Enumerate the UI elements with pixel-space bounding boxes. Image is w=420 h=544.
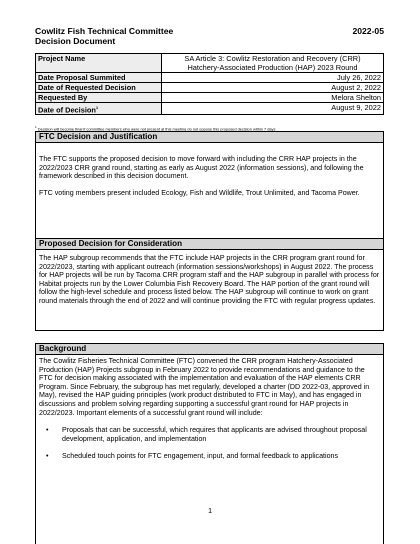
document-header	[35, 26, 384, 46]
project-name-label: Project Name	[36, 54, 162, 73]
footnote-marker: 1	[95, 105, 99, 110]
date-submitted-label: Date Proposal Summited	[36, 73, 162, 83]
info-row-submitted	[36, 73, 384, 83]
doc-number: 2022-05	[352, 26, 384, 36]
section-ftc-decision	[35, 131, 384, 243]
org-name: Cowlitz Fish Technical Committee	[35, 26, 174, 36]
section-proposed-decision	[35, 238, 384, 331]
date-requested-value: August 2, 2022	[162, 83, 384, 93]
date-decision-value: August 9, 2022	[162, 103, 384, 115]
footnote-text: Decision will become final if committee members who were not present at this meeting do not oppose this proposed decision within 7 days	[37, 126, 276, 132]
footnote: $^1$ Decision will become final if committee members who were not present at this meeting do not oppose this proposed decision within 7 days	[35, 125, 276, 132]
section-body-background	[36, 357, 383, 461]
background-bullets	[39, 426, 380, 461]
section-body-ftc-decision	[36, 155, 383, 197]
background-para-1: The Cowlitz Fisheries Technical Committee (FTC) convened the CRR program Hatchery-Associated Production (HAP) Projects subgroup in February 2022 to provide recommendations and guidance to the FTC for decision making associated with the implementation and evaluation of the HAP elements CRR Program. Since February, the subgroup has met regularly, developed a charter (DD 2022-03, approved in May), revised the HAP guiding principles (work product distributed to FTC in May), and has engaged in discussions and problem solving regarding supporting a successful grant round for HAP projects in 2022/2023. Important elements of a successful grant round will include:	[39, 357, 370, 417]
bullet-item: • Scheduled touch points for FTC engagement, input, and formal feedback to applications	[39, 452, 380, 461]
section-title-background: Background	[36, 344, 383, 355]
info-row-project	[36, 54, 384, 73]
project-name-value	[162, 54, 384, 73]
requested-by-value: Melora Shelton	[162, 93, 384, 103]
date-decision-label: Date of Decision$^1$	[36, 103, 162, 115]
ftc-para-2: FTC voting members present included Ecology, Fish and Wildlife, Trout Unlimited, and Tacoma Power.	[39, 188, 360, 197]
info-table	[35, 53, 384, 115]
section-title-ftc-decision: FTC Decision and Justification	[36, 132, 383, 143]
bullet-item: • Proposals that can be successful, which requires that applicants are advised throughout proposal development, application, and implementation	[39, 426, 380, 443]
info-row-decision-date	[36, 103, 384, 115]
section-body-proposed-decision	[36, 254, 383, 306]
date-submitted-value: July 26, 2022	[162, 73, 384, 83]
section-title-proposed-decision: Proposed Decision for Consideration	[36, 239, 383, 250]
info-row-requested-date	[36, 83, 384, 93]
proposed-para-1: The HAP subgroup recommends that the FTC include HAP projects in the CRR program grant round for 2022/2023, starting with applicant outreach (information sessions/workshops) in August 2022. The process for HAP projects will be run by Tacoma CRR program staff and the HAP subgroup in parallel with process for Habitat projects run by the Lower Columbia Fish Recovery Board. The HAP portion of the grant round will follow the high-level schedule and process listed below. The HAP subgroup will continue to work on grant round materials through the end of 2022 and will continue providing the FTC with regular progress updates.	[39, 254, 380, 305]
doc-type: Decision Document	[35, 36, 116, 46]
project-name-line2: Hatchery-Associated Production (HAP) 2023 Round	[187, 63, 358, 72]
date-requested-label: Date of Requested Decision	[36, 83, 162, 93]
project-name-line1: SA Article 3: Cowlitz Restoration and Recovery (CRR)	[184, 54, 361, 63]
page-number: 1	[207, 506, 213, 515]
ftc-para-1: The FTC supports the proposed decision to move forward with including the CRR HAP projects in the 2022/2023 CRR grand round, starting as early as August 2022 (information sessions), and following the framework described in this decision document.	[39, 155, 364, 181]
info-row-requested-by	[36, 93, 384, 103]
requested-by-label: Requested By	[36, 93, 162, 103]
